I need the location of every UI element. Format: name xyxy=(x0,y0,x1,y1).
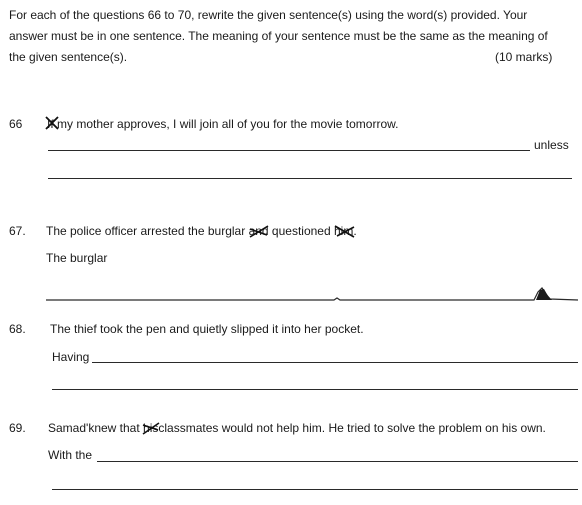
total-marks: (10 marks) xyxy=(495,50,553,64)
question-68-number: 68. xyxy=(9,322,26,336)
question-66-number: 66 xyxy=(9,117,23,131)
question-67-crossed-word-and: and xyxy=(248,224,269,238)
instructions-line-1: For each of the questions 66 to 70, rewrite the given sentence(s) using the word(s) provided. Your xyxy=(9,8,528,22)
question-67-number: 67. xyxy=(9,224,26,238)
cross-out-mark xyxy=(249,224,269,238)
question-68-prompt: Having xyxy=(52,350,90,364)
question-69-number: 69. xyxy=(9,421,26,435)
question-69-answer-line-2[interactable] xyxy=(52,489,578,490)
question-67-prompt: The burglar xyxy=(46,251,108,265)
question-69-prompt: With the xyxy=(48,448,93,462)
question-67-sentence: The police officer arrested the burglar and questioned him . xyxy=(46,224,357,238)
question-69-crossed-word: his xyxy=(143,421,159,435)
cross-out-mark xyxy=(142,421,160,435)
cross-out-mark xyxy=(334,224,356,238)
question-69-sentence: Samad'knew that his classmates would not help him. He tried to solve the problem on his own. xyxy=(48,421,546,435)
question-68-sentence: The thief took the pen and quietly slipped it into her pocket. xyxy=(50,322,364,336)
question-68-answer-line-1[interactable] xyxy=(92,362,578,363)
question-66-end-word: unless xyxy=(534,138,569,152)
question-67-answer-line[interactable] xyxy=(44,284,582,304)
question-68-answer-line-2[interactable] xyxy=(52,389,578,390)
instructions-line-2: answer must be in one sentence. The meaning of your sentence must be the same as the meaning of xyxy=(9,29,548,43)
question-69-answer-line-1[interactable] xyxy=(97,461,578,462)
question-66-crossed-word: If xyxy=(47,117,54,131)
question-67-crossed-word-him: him xyxy=(334,224,353,238)
question-66-answer-line-2[interactable] xyxy=(48,178,572,179)
question-66-sentence: If my mother approves, I will join all of you for the movie tomorrow. xyxy=(47,117,399,131)
instructions-line-3: the given sentence(s). xyxy=(9,50,128,64)
question-66-answer-line-1[interactable] xyxy=(48,150,530,151)
cross-out-mark xyxy=(45,116,59,130)
